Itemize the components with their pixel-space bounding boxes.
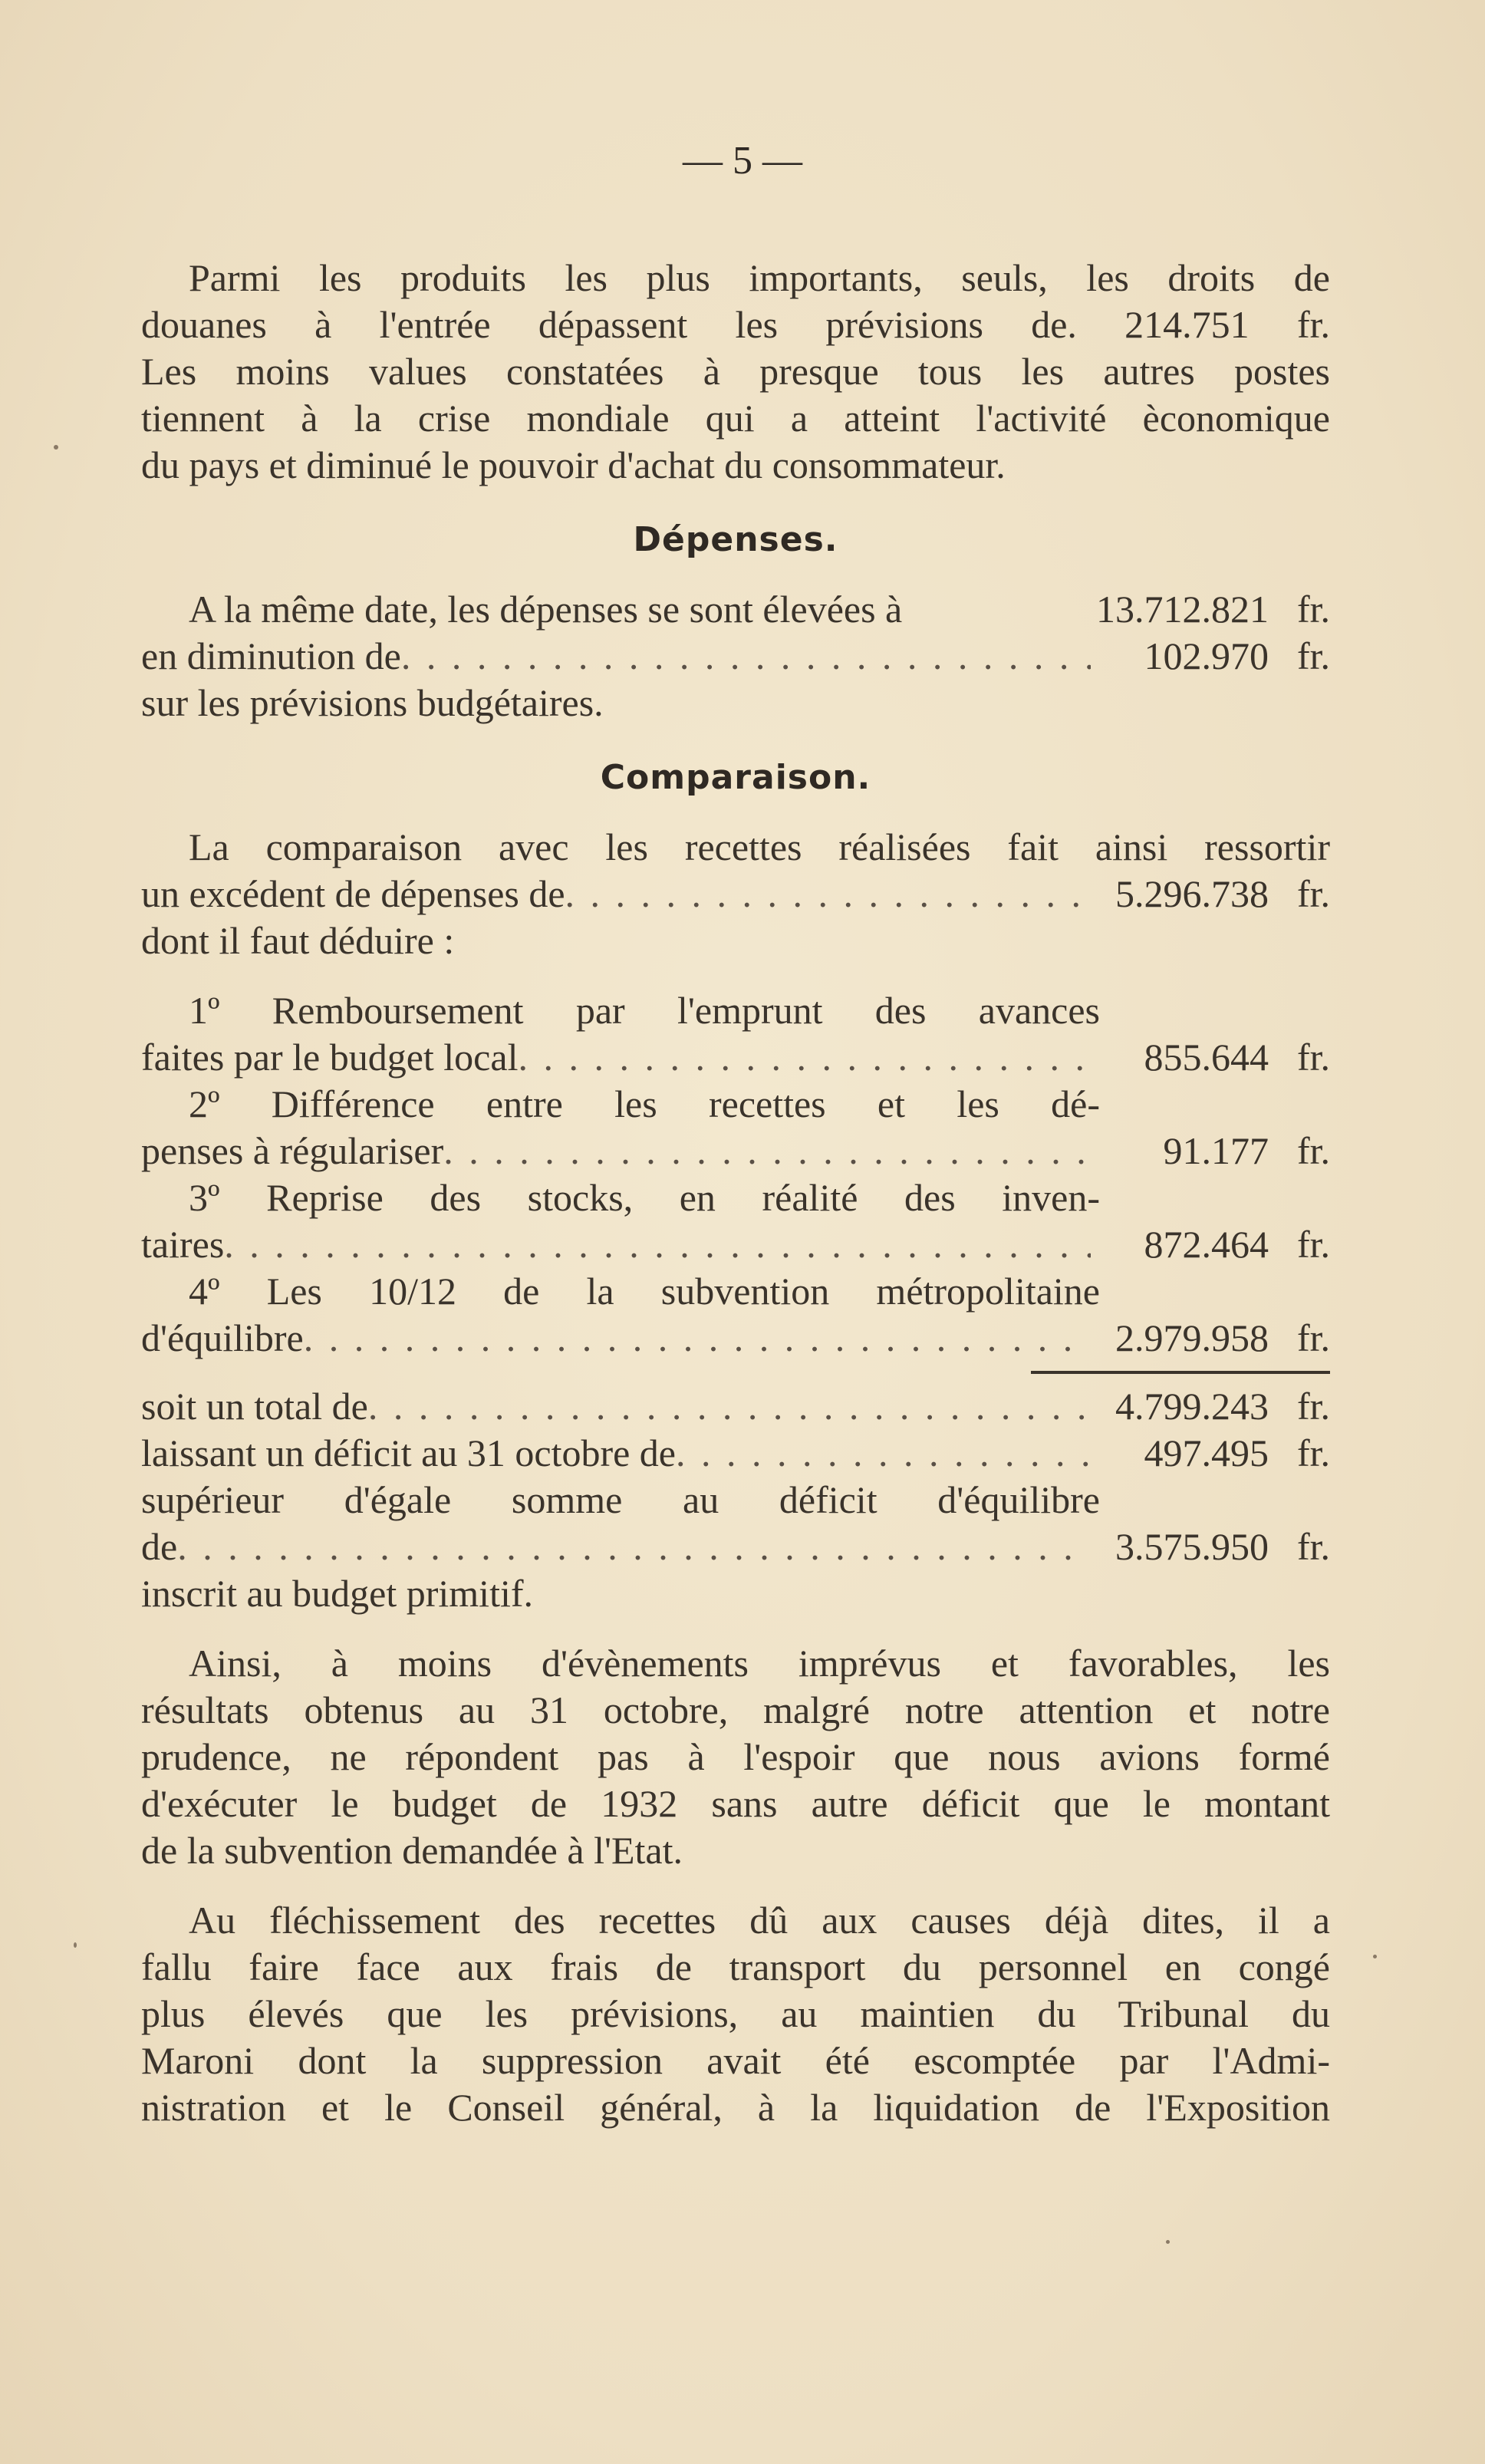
row-label: penses à régulariser (141, 1129, 444, 1172)
text-line: d'exécuter le budget de 1932 sans autre déficit que le montant (141, 1782, 1330, 1825)
row-value: 855.644 (1144, 1036, 1269, 1079)
row-unit: fr. (1296, 1431, 1330, 1474)
paper-speck (54, 445, 58, 450)
paper-speck (74, 1942, 77, 1948)
text-line: inscrit au budget primitif. (141, 1572, 534, 1615)
section-heading-comparaison: Comparaison. (600, 758, 871, 797)
text-line: Maroni dont la suppression avait été escomptée par l'Admi- (141, 2039, 1330, 2082)
row-unit: fr. (1296, 588, 1330, 631)
sum-rule (141, 1362, 1330, 1383)
paragraph-produits (141, 255, 1330, 489)
text-line: nistration et le Conseil général, à la liquidation de l'Exposition (141, 2086, 1330, 2129)
paragraph-flechissement (141, 1897, 1330, 2131)
paper-speck (1166, 2240, 1170, 2244)
depenses-total-row (141, 586, 1330, 633)
text-line: du pays et diminué le pouvoir d'achat du consommateur. (141, 443, 1006, 486)
deficit-row (141, 1430, 1330, 1477)
text-line: Parmi les produits les plus importants, seuls, les droits de (189, 256, 1330, 299)
text-line: plus élevés que les prévisions, au maintien du Tribunal du (141, 1992, 1330, 2035)
deduction-item (141, 1268, 1330, 1362)
row-label: d'équilibre (141, 1316, 304, 1359)
depenses-block (141, 586, 1330, 726)
row-unit: fr. (1296, 872, 1330, 915)
equilibre-row (141, 1524, 1330, 1570)
section-heading-depenses: Dépenses. (633, 520, 838, 559)
comparaison-block (141, 824, 1330, 1617)
excedent-row (141, 871, 1330, 917)
text-line: fallu faire face aux frais de transport du personnel en congé (141, 1945, 1330, 1988)
text-line: de la subvention demandée à l'Etat. (141, 1829, 683, 1872)
row-unit: fr. (1296, 1036, 1330, 1079)
text-line: La comparaison avec les recettes réalisées fait ainsi ressortir (189, 825, 1330, 868)
text-line: prudence, ne répondent pas à l'espoir que nous avions formé (141, 1735, 1330, 1778)
deduction-item (141, 987, 1330, 1081)
deduction-row (141, 1315, 1330, 1362)
text-line: dont il faut déduire : (141, 919, 455, 962)
total-row (141, 1383, 1330, 1430)
dot-leader (518, 1034, 1091, 1081)
row-unit: fr. (1296, 1129, 1330, 1172)
text-line: tiennent à la crise mondiale qui a atteint l'activité èconomique (141, 397, 1330, 440)
row-label: un excédent de dépenses de (141, 872, 565, 915)
row-unit: fr. (1296, 1316, 1330, 1359)
deduction-item (141, 1174, 1330, 1268)
row-value: 5.296.738 (1115, 872, 1269, 915)
text-line: supérieur d'égale somme au déficit d'équilibre (141, 1478, 1100, 1521)
text-line: Au fléchissement des recettes dû aux causes déjà dites, il a (189, 1899, 1330, 1942)
text-line: sur les prévisions budgétaires. (141, 681, 604, 724)
dot-leader (443, 1128, 1091, 1174)
dot-leader (565, 871, 1091, 917)
row-label: A la même date, les dépenses se sont élevées à (189, 588, 903, 631)
row-value: 4.799.243 (1115, 1385, 1269, 1428)
dot-leader (177, 1524, 1091, 1570)
row-unit: fr. (1296, 1223, 1330, 1266)
row-value: 2.979.958 (1115, 1316, 1269, 1359)
text-line: Les moins values constatées à presque tous les autres postes (141, 350, 1330, 393)
deduction-row (141, 1128, 1330, 1174)
dot-leader (676, 1430, 1091, 1477)
row-label: en diminution de (141, 634, 401, 677)
depenses-diminution-row (141, 633, 1330, 680)
row-label: faites par le budget local (141, 1036, 519, 1079)
text-line: résultats obtenus au 31 octobre, malgré notre attention et notre (141, 1688, 1330, 1731)
row-value: 13.712.821 (1096, 588, 1269, 631)
text-line: 1º Remboursement par l'emprunt des avances (189, 989, 1100, 1032)
text-line: Ainsi, à moins d'évènements imprévus et favorables, les (189, 1642, 1330, 1685)
row-label: soit un total de (141, 1385, 368, 1428)
body-text (141, 255, 1330, 2131)
row-value: 497.495 (1144, 1431, 1269, 1474)
dot-leader (224, 1221, 1091, 1268)
text-line: 2º Différence entre les recettes et les dé- (189, 1082, 1100, 1125)
paper-speck (1373, 1955, 1377, 1958)
row-label: laissant un déficit au 31 octobre de (141, 1431, 676, 1474)
deduction-item (141, 1081, 1330, 1174)
deduction-row (141, 1221, 1330, 1268)
row-value: 102.970 (1144, 634, 1269, 677)
row-unit: fr. (1296, 1525, 1330, 1568)
row-value: 872.464 (1144, 1223, 1269, 1266)
deduction-row (141, 1034, 1330, 1081)
row-unit: fr. (1296, 1385, 1330, 1428)
row-value: 91.177 (1163, 1129, 1269, 1172)
text-line: 3º Reprise des stocks, en réalité des inven- (189, 1176, 1100, 1219)
row-label: de (141, 1525, 178, 1568)
dot-leader (304, 1315, 1091, 1362)
row-unit: fr. (1296, 634, 1330, 677)
dot-leader (368, 1383, 1091, 1430)
row-value: 3.575.950 (1115, 1525, 1269, 1568)
text-line: douanes à l'entrée dépassent les prévisions de. 214.751 fr. (141, 303, 1330, 346)
dot-leader (401, 633, 1091, 680)
paragraph-ainsi (141, 1640, 1330, 1874)
row-label: taires (141, 1223, 225, 1266)
text-line: 4º Les 10/12 de la subvention métropolitaine (189, 1270, 1100, 1313)
page-number: — 5 — (683, 139, 802, 183)
